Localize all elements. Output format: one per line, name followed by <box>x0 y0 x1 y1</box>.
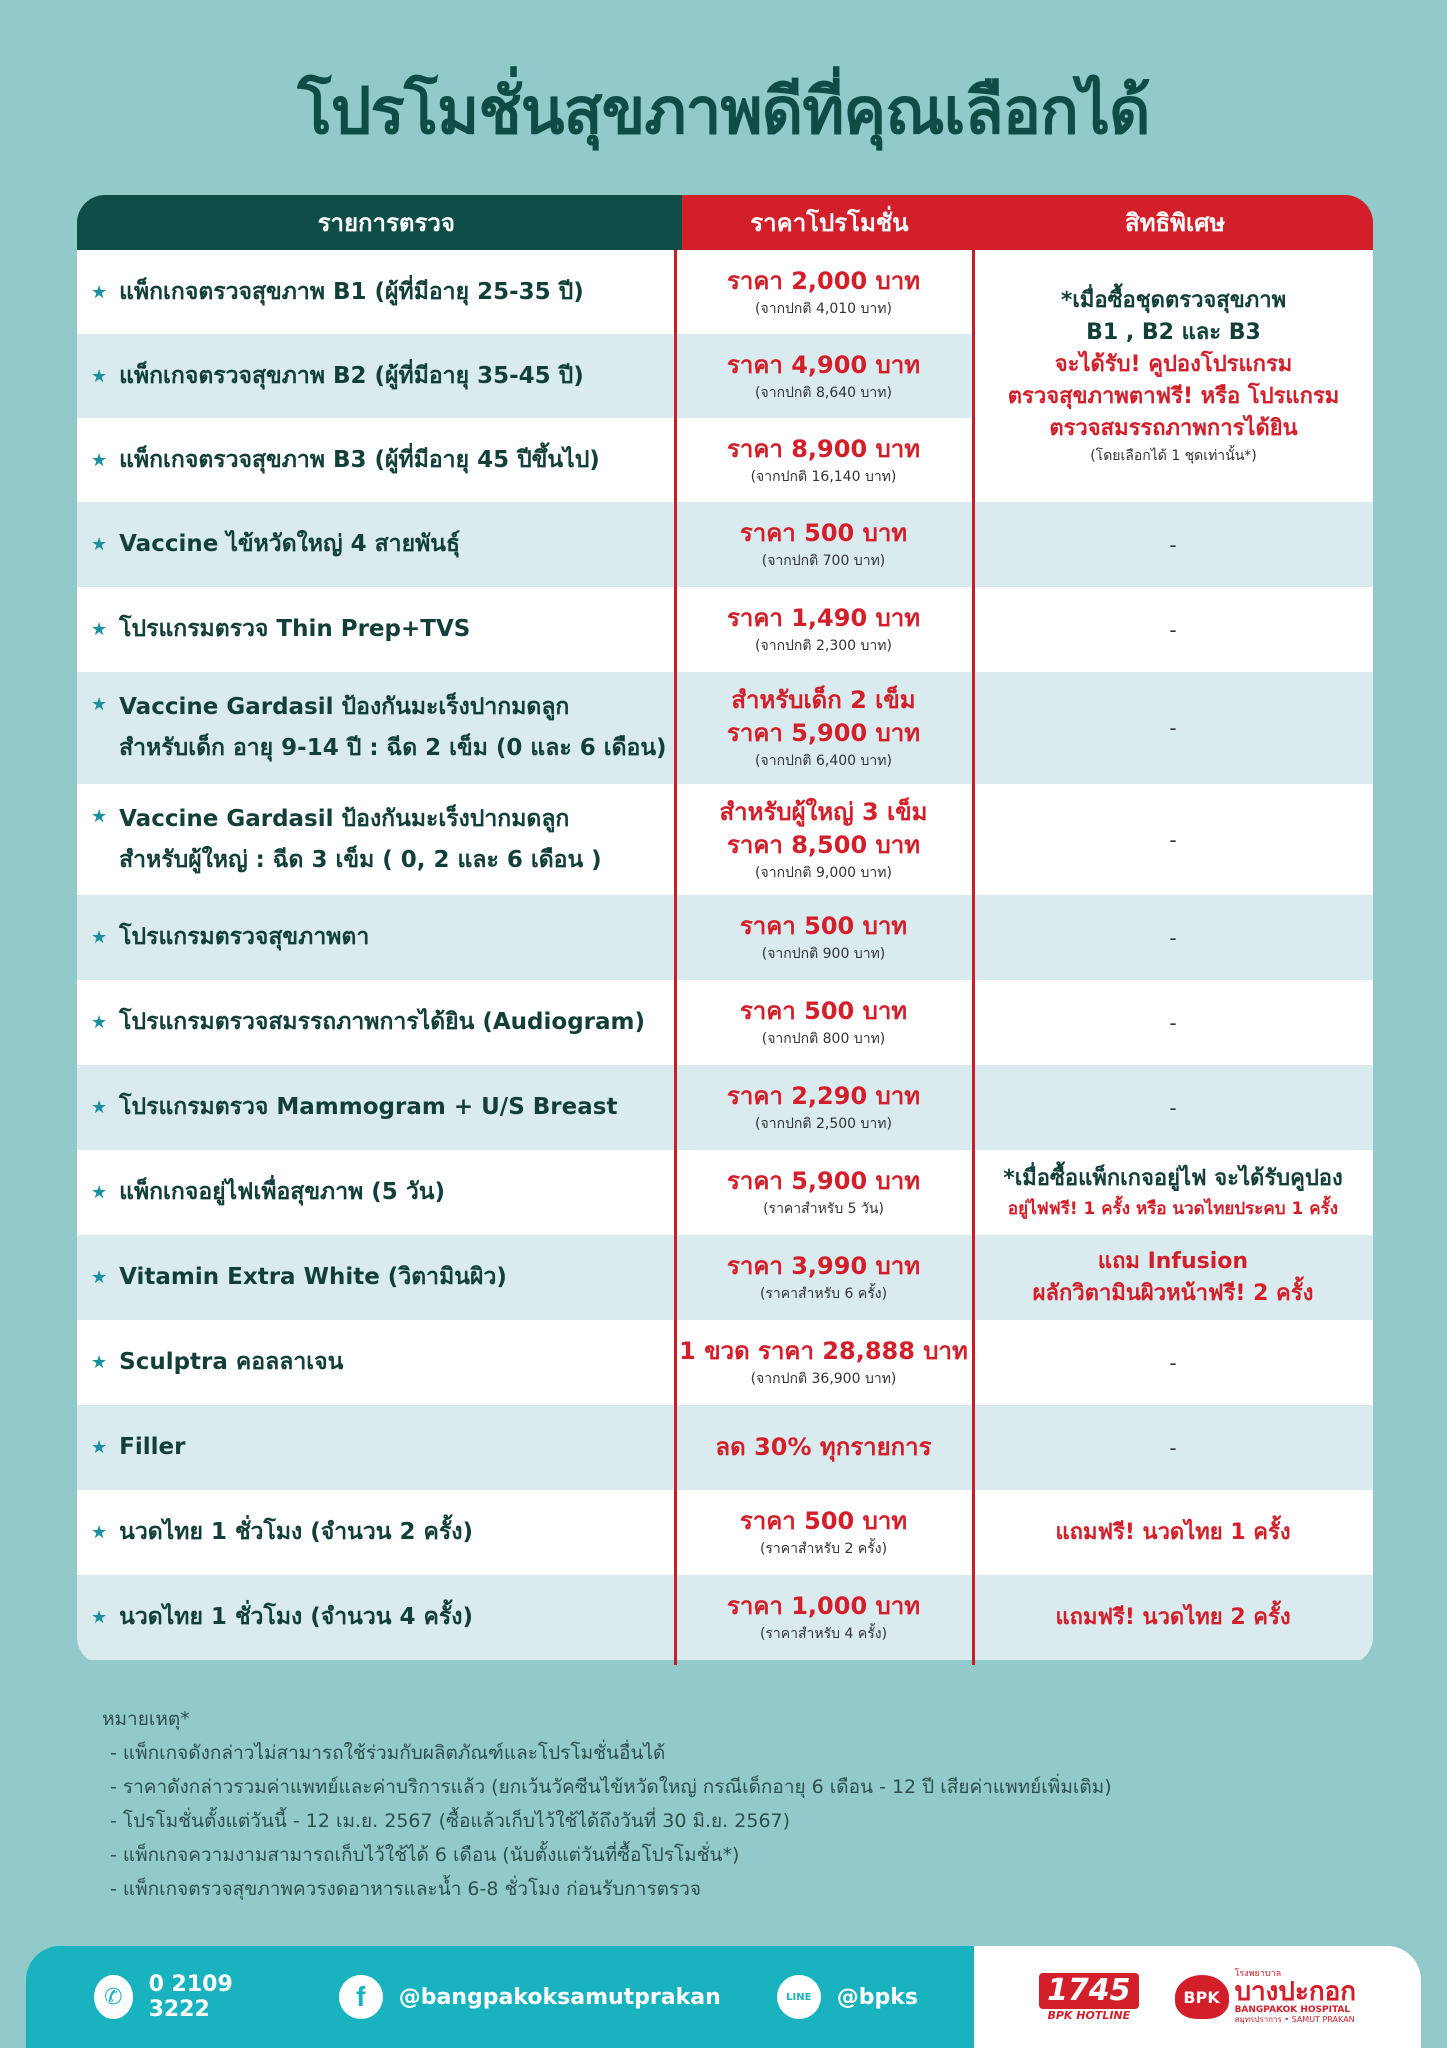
promo-price: ราคา 500 บาท <box>739 519 908 547</box>
table-row <box>77 895 1373 980</box>
star-icon: ★ <box>91 1437 108 1458</box>
table-row <box>77 784 1373 895</box>
item-name: แพ็กเกจตรวจสุขภาพ B3 (ผู้ที่มีอายุ 45 ปีขึ้นไป) <box>119 446 600 473</box>
item-cell <box>77 1405 674 1490</box>
hotline-logo <box>1039 1973 1139 2022</box>
promo-price: ราคา 2,000 บาท <box>726 266 921 295</box>
promo-price: 1 ขวด ราคา 28,888 บาท <box>679 1337 968 1365</box>
item-name: แพ็กเกจอยู่ไฟเพื่อสุขภาพ (5 วัน) <box>119 1179 445 1205</box>
star-icon: ★ <box>91 1607 108 1628</box>
privilege-dash: - <box>1169 1350 1177 1375</box>
regular-price: (จากปกติ 900 บาท) <box>761 946 886 962</box>
item-cell <box>77 1575 674 1660</box>
item-cell <box>77 1150 674 1235</box>
promo-price: ราคา 5,900 บาท <box>726 719 921 747</box>
privilege-dash: - <box>1169 1435 1177 1460</box>
brand-strip <box>974 1946 1421 2048</box>
star-icon: ★ <box>91 694 108 715</box>
privilege-text: แถมฟรี! นวดไทย 1 ครั้ง <box>1055 1519 1291 1545</box>
table-row <box>77 1235 1373 1320</box>
line-icon: LINE <box>777 1975 821 2019</box>
regular-price: (จากปกติ 800 บาท) <box>761 1031 886 1047</box>
item-name: Filler <box>119 1434 186 1460</box>
item-name: Vaccine Gardasil ป้องกันมะเร็งปากมดลูก <box>119 694 570 720</box>
privilege-text: ผลักวิตามินผิวหน้าฟรี! 2 ครั้ง <box>1032 1280 1314 1306</box>
note-item: - แพ็กเกจตรวจสุขภาพควรงดอาหารและน้ำ 6-8 ชั่วโมง ก่อนรับการตรวจ <box>110 1878 701 1900</box>
promo-price: ลด 30% ทุกรายการ <box>715 1433 932 1461</box>
regular-price: (จากปกติ 4,010 บาท) <box>755 300 892 317</box>
regular-price: (ราคาสำหรับ 4 ครั้ง) <box>759 1626 888 1642</box>
privilege-line: ตรวจสมรรถภาพการได้ยิน <box>1049 416 1298 441</box>
privilege-cell <box>973 1405 1373 1490</box>
item-name: นวดไทย 1 ชั่วโมง (จำนวน 2 ครั้ง) <box>119 1519 473 1545</box>
table-header <box>77 195 1373 250</box>
table-row <box>77 502 1373 587</box>
footer-bar <box>26 1946 1421 2048</box>
price-cell <box>674 784 973 895</box>
table-row <box>77 672 1373 784</box>
regular-price: (จากปกติ 16,140 บาท) <box>750 468 897 485</box>
item-name: Vaccine ไข้หวัดใหญ่ 4 สายพันธุ์ <box>119 531 460 557</box>
regular-price: (ราคาสำหรับ 2 ครั้ง) <box>759 1541 888 1557</box>
item-cell <box>77 1235 674 1320</box>
star-icon: ★ <box>91 534 108 555</box>
line-contact[interactable] <box>777 1975 918 2019</box>
hotline-label: BPK HOTLINE <box>1047 2008 1131 2022</box>
star-icon: ★ <box>91 1352 108 1373</box>
note-item: - โปรโมชั่นตั้งแต่วันนี้ - 12 เม.ย. 2567 (ซื้อแล้วเก็บไว้ใช้ได้ถึงวันที่ 30 มิ.ย. 2567) <box>110 1810 791 1832</box>
regular-price: (จากปกติ 36,900 บาท) <box>750 1371 897 1387</box>
item-name: โปรแกรมตรวจสุขภาพตา <box>119 924 370 950</box>
privilege-cell <box>973 1235 1373 1320</box>
price-cell <box>674 587 973 672</box>
promo-price: ราคา 3,990 บาท <box>726 1252 921 1280</box>
privilege-dash: - <box>1169 1010 1177 1035</box>
price-cell <box>674 1150 973 1235</box>
promo-price: ราคา 2,290 บาท <box>726 1082 921 1110</box>
item-name: Vitamin Extra White (วิตามินผิว) <box>119 1264 507 1290</box>
facebook-contact[interactable] <box>339 1975 721 2019</box>
item-name: โปรแกรมตรวจสมรรถภาพการได้ยิน (Audiogram) <box>119 1009 646 1035</box>
item-name: แพ็กเกจตรวจสุขภาพ B1 (ผู้ที่มีอายุ 25-35 ปี) <box>119 278 584 305</box>
price-cell <box>674 1405 973 1490</box>
privilege-dash: - <box>1169 1095 1177 1120</box>
privilege-dash: - <box>1169 925 1177 950</box>
privilege-dash: - <box>1169 827 1177 852</box>
phone-icon: ✆ <box>94 1975 133 2019</box>
star-icon: ★ <box>91 806 108 827</box>
price-cell <box>674 1490 973 1575</box>
header-price: ราคาโปรโมชั่น <box>682 195 978 250</box>
privilege-text: แถม Infusion <box>1097 1248 1249 1274</box>
privilege-cell <box>973 784 1373 895</box>
privilege-line: จะได้รับ! คูปองโปรแกรม <box>1054 352 1293 377</box>
privilege-note: (โดยเลือกได้ 1 ชุดเท่านั้น*) <box>1090 448 1257 464</box>
promo-price: ราคา 5,900 บาท <box>726 1167 921 1195</box>
privilege-cell <box>973 1490 1373 1575</box>
table-row <box>77 980 1373 1065</box>
price-cell <box>674 1065 973 1150</box>
price-prefix: สำหรับผู้ใหญ่ 3 เข็ม <box>719 797 928 826</box>
column-divider <box>674 250 677 1665</box>
item-cell <box>77 980 674 1065</box>
note-item: - ราคาดังกล่าวรวมค่าแพทย์และค่าบริการแล้ว (ยกเว้นวัคซีนไข้หวัดใหญ่ กรณีเด็กอายุ 6 เดือน - 12 ปี เสียค่าแพทย์เพิ่มเติม) <box>110 1776 1112 1798</box>
price-cell <box>674 250 973 334</box>
star-icon: ★ <box>91 449 108 471</box>
price-cell <box>674 1320 973 1405</box>
privilege-cell <box>973 1065 1373 1150</box>
phone-number: 0 2109 3222 <box>148 1972 233 2022</box>
hotline-number: 1745 <box>1039 1973 1139 2009</box>
privilege-text: อยู่ไฟฟรี! 1 ครั้ง หรือ นวดไทยประคบ 1 ครั้ง <box>1007 1198 1339 1219</box>
note-item: - แพ็กเกจดังกล่าวไม่สามารถใช้ร่วมกับผลิตภัณฑ์และโปรโมชั่นอื่นได้ <box>110 1742 666 1764</box>
privilege-merged-cell <box>974 250 1373 502</box>
item-name-detail: สำหรับเด็ก อายุ 9-14 ปี : ฉีด 2 เข็ม (0 และ 6 เดือน) <box>119 735 667 761</box>
price-cell <box>674 980 973 1065</box>
item-cell <box>77 418 674 502</box>
price-cell <box>674 895 973 980</box>
promo-price: ราคา 500 บาท <box>739 1507 908 1535</box>
item-name: โปรแกรมตรวจ Mammogram + U/S Breast <box>119 1094 618 1120</box>
promo-price: ราคา 1,490 บาท <box>726 604 921 632</box>
star-icon: ★ <box>91 1267 108 1288</box>
brand-english: BANGPAKOK HOSPITAL <box>1234 2005 1351 2016</box>
privilege-line: ตรวจสุขภาพตาฟรี! หรือ โปรแกรม <box>1007 384 1340 409</box>
privilege-cell <box>973 1320 1373 1405</box>
item-name-detail: สำหรับผู้ใหญ่ : ฉีด 3 เข็ม ( 0, 2 และ 6 เดือน ) <box>119 846 602 873</box>
item-cell <box>77 587 674 672</box>
privilege-text: แถมฟรี! นวดไทย 2 ครั้ง <box>1055 1604 1291 1630</box>
hospital-logo <box>1175 1970 1356 2025</box>
item-cell <box>77 1065 674 1150</box>
regular-price: (จากปกติ 8,640 บาท) <box>755 384 892 401</box>
promo-price: ราคา 1,000 บาท <box>726 1592 921 1620</box>
regular-price: (จากปกติ 9,000 บาท) <box>755 864 892 881</box>
item-cell <box>77 1490 674 1575</box>
privilege-cell <box>973 587 1373 672</box>
item-name: แพ็กเกจตรวจสุขภาพ B2 (ผู้ที่มีอายุ 35-45 ปี) <box>119 362 584 389</box>
item-cell <box>77 502 674 587</box>
page-title: โปรโมชั่นสุขภาพดีที่คุณเลือกได้ <box>297 75 1150 149</box>
privilege-cell <box>973 895 1373 980</box>
star-icon: ★ <box>91 1097 108 1118</box>
privilege-text: *เมื่อซื้อแพ็กเกจอยู่ไฟ จะได้รับคูปอง <box>1003 1165 1343 1191</box>
item-name: Sculptra คอลลาเจน <box>119 1349 344 1375</box>
privilege-cell <box>973 502 1373 587</box>
header-items: รายการตรวจ <box>77 195 682 250</box>
brand-location: สมุทรปราการ • SAMUT PRAKAN <box>1234 2014 1355 2024</box>
price-cell <box>674 672 973 784</box>
facebook-handle: @bangpakoksamutprakan <box>398 1984 721 2010</box>
notes-section <box>102 1702 1352 1906</box>
price-cell <box>674 502 973 587</box>
star-icon: ★ <box>91 1522 108 1543</box>
regular-price: (ราคาสำหรับ 6 ครั้ง) <box>759 1286 888 1302</box>
brand-name: บางปะกอก <box>1234 1977 1356 2008</box>
table-row <box>77 1405 1373 1490</box>
promotion-table <box>77 195 1373 1665</box>
line-handle: @bpks <box>836 1984 918 2010</box>
privilege-cell <box>973 1575 1373 1660</box>
item-cell <box>77 334 674 418</box>
promo-price: ราคา 8,500 บาท <box>726 830 921 859</box>
price-cell <box>674 418 973 502</box>
promo-price: ราคา 500 บาท <box>739 912 908 940</box>
item-cell <box>77 784 674 895</box>
table-row <box>77 1150 1373 1235</box>
item-name: โปรแกรมตรวจ Thin Prep+TVS <box>119 616 471 642</box>
item-name: นวดไทย 1 ชั่วโมง (จำนวน 4 ครั้ง) <box>119 1604 473 1630</box>
price-cell <box>674 1235 973 1320</box>
star-icon: ★ <box>91 1012 108 1033</box>
header-privilege: สิทธิพิเศษ <box>977 195 1373 250</box>
price-cell <box>674 1575 973 1660</box>
table-row <box>77 587 1373 672</box>
note-item: - แพ็กเกจความงามสามารถเก็บไว้ใช้ได้ 6 เดือน (นับตั้งแต่วันที่ซื้อโปรโมชั่น*) <box>110 1844 740 1866</box>
privilege-cell <box>973 980 1373 1065</box>
heart-logo-icon: BPK <box>1175 1975 1229 2019</box>
table-row <box>77 1065 1373 1150</box>
promo-price: ราคา 8,900 บาท <box>726 434 921 463</box>
privilege-cell <box>973 1150 1373 1235</box>
item-cell <box>77 250 674 334</box>
privilege-dash: - <box>1169 716 1177 740</box>
promo-price: ราคา 500 บาท <box>739 997 908 1025</box>
price-cell <box>674 334 973 418</box>
star-icon: ★ <box>91 1182 108 1203</box>
privilege-dash: - <box>1169 532 1177 557</box>
privilege-dash: - <box>1169 617 1177 642</box>
privilege-line: B1 , B2 และ B3 <box>1086 320 1261 345</box>
regular-price: (จากปกติ 2,300 บาท) <box>755 638 892 654</box>
regular-price: (จากปกติ 700 บาท) <box>761 553 886 569</box>
table-row <box>77 1490 1373 1575</box>
table-row <box>77 1320 1373 1405</box>
brand-small: โรงพยาบาล <box>1234 1968 1282 1979</box>
star-icon: ★ <box>91 281 108 303</box>
regular-price: (จากปกติ 2,500 บาท) <box>755 1116 892 1132</box>
promo-price: ราคา 4,900 บาท <box>726 350 921 379</box>
contact-strip <box>26 1946 974 2048</box>
star-icon: ★ <box>91 927 108 948</box>
phone-contact[interactable] <box>94 1972 283 2022</box>
notes-heading: หมายเหตุ* <box>102 1708 190 1730</box>
star-icon: ★ <box>91 365 108 387</box>
star-icon: ★ <box>91 619 108 640</box>
regular-price: (ราคาสำหรับ 5 วัน) <box>763 1201 884 1217</box>
column-divider <box>972 250 975 1665</box>
item-cell <box>77 895 674 980</box>
privilege-line: *เมื่อซื้อชุดตรวจสุขภาพ <box>1060 288 1287 313</box>
item-name: Vaccine Gardasil ป้องกันมะเร็งปากมดลูก <box>119 805 570 832</box>
table-row <box>77 1575 1373 1660</box>
item-cell <box>77 672 674 784</box>
item-cell <box>77 1320 674 1405</box>
regular-price: (จากปกติ 6,400 บาท) <box>755 753 892 769</box>
facebook-icon: f <box>339 1975 383 2019</box>
price-prefix: สำหรับเด็ก 2 เข็ม <box>731 686 916 714</box>
privilege-cell <box>973 672 1373 784</box>
